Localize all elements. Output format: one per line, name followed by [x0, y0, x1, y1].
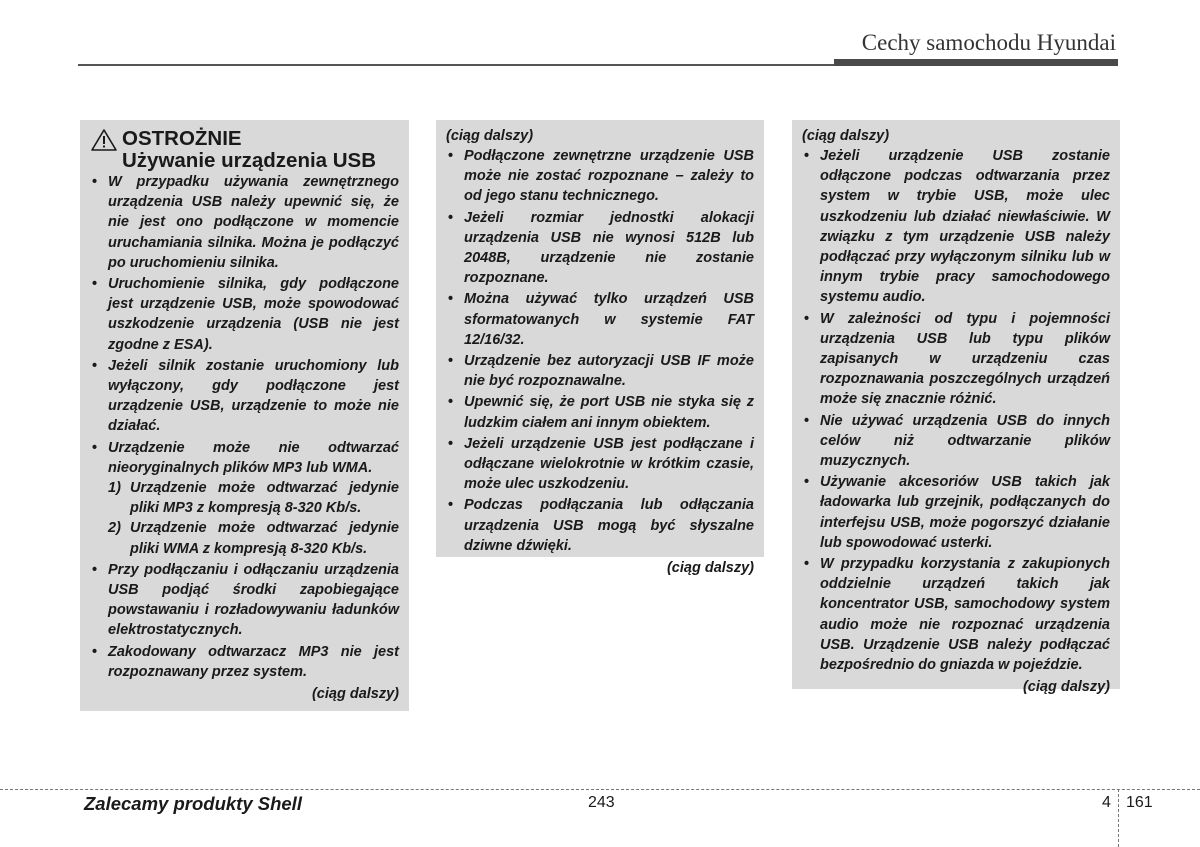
warning-subtitle: Używanie urządzenia USB: [122, 149, 377, 172]
footer-slogan: Zalecamy produkty Shell: [84, 793, 302, 814]
warning-list: [90, 172, 399, 682]
header-accent-bar: [834, 59, 1118, 66]
caution-list-3: [802, 146, 1110, 675]
warning-header: [90, 128, 399, 172]
warning-title: OSTROŻNIE: [122, 127, 242, 150]
continued-note: (ciąg dalszy): [1022, 679, 1110, 696]
list-item: • W przypadku korzystania z zakupionych oddzielnie urządzeń takich jak koncentrator USB, samochodowy system audio może nie rozpoznać urządzenia USB. Urządzenie USB należy podłączać bezpośrednio do gniazda w pojeździe.: [804, 556, 1110, 674]
page-header-title: Cechy samochodu Hyundai: [861, 30, 1116, 55]
continued-note: (ciąg dalszy): [666, 560, 754, 577]
list-item: • Nie używać urządzenia USB do innych celów niż odtwarzanie plików muzycznych.: [804, 412, 1110, 470]
list-item: • Jeżeli urządzenie USB zostanie odłączone podczas odtwarzania przez system w trybie USB, może ulec uszkodzeniu lub działać niewłaściwie. W związku z tym urządzenie USB należy podłączać przy wyłączonym silniku lub w innym trybie pracy samochodowego systemu audio.: [804, 148, 1110, 306]
continued-box-2: [436, 120, 764, 577]
footer-rule: [0, 789, 1200, 790]
caution-list-2: [446, 146, 754, 556]
list-item: • Jeżeli silnik zostanie uruchomiony lub wyłączony, gdy podłączone jest urządzenie USB, urządzenie to może nie działać.: [92, 357, 399, 435]
continued-label: (ciąg dalszy): [446, 128, 534, 144]
list-item: • Uruchomienie silnika, gdy podłączone jest urządzenie USB, może spowodować uszkodzenie urządzenia (USB nie jest zgodne z ESA).: [92, 276, 399, 353]
footer-page-number: 161: [1126, 794, 1153, 811]
sub-list-item: 2) Urządzenie może odtwarzać jedynie pliki WMA z kompresją 8-320 Kb/s.: [108, 520, 399, 557]
list-item: • Jeżeli rozmiar jednostki alokacji urządzenia USB nie wynosi 512B lub 2048B, urządzenie nie zostanie rozpoznane.: [448, 209, 754, 287]
list-item: • Zakodowany odtwarzacz MP3 nie jest rozpoznawany przez system.: [92, 643, 399, 680]
continued-label: (ciąg dalszy): [802, 128, 890, 144]
sub-list-item: 1) Urządzenie może odtwarzać jedynie pliki MP3 z kompresją 8-320 Kb/s.: [108, 480, 399, 517]
list-item: • W zależności od typu i pojemności urządzenia USB lub typu plików zapisanych w urządzeniu czas rozpoznawania poszczególnych urządzeń może się znacznie różnić.: [804, 310, 1110, 408]
list-item: • Przy podłączaniu i odłączaniu urządzenia USB podjąć środki zapobiegające powstawaniu i rozładowywaniu ładunków elektrostatycznych.: [92, 561, 399, 639]
list-item: • Używanie akcesoriów USB takich jak ładowarka lub grzejnik, podłączanych do interfejsu USB, może pogorszyć działanie lub spowodować usterki.: [804, 474, 1110, 551]
sub-list: [108, 478, 399, 559]
footer-divider: [1118, 789, 1119, 847]
footer-chapter-number: 4: [1102, 794, 1111, 811]
list-item: • Podłączone zewnętrzne urządzenie USB może nie zostać rozpoznane – zależy to od jego stanu technicznego.: [448, 148, 754, 205]
list-item: • Jeżeli urządzenie USB jest podłączane i odłączane wielokrotnie w krótkim czasie, może ulec uszkodzeniu.: [448, 435, 754, 493]
warning-triangle-icon: [90, 128, 118, 152]
list-item: • Urządzenie może nie odtwarzać nieoryginalnych plików MP3 lub WMA. 1) Urządzenie może odtwarzać jedynie pliki MP3 z kompresją 8-320 Kb/s. 2) Urządzenie może odtwarzać jedynie pliki WMA z kompresją 8-320 Kb/s.: [90, 438, 399, 559]
list-item: • Podczas podłączania lub odłączania urządzenia USB mogą być słyszalne dziwne dźwięki.: [448, 497, 754, 554]
warning-box: [80, 120, 409, 711]
continued-box-3: [792, 120, 1120, 696]
list-item: • Urządzenie bez autoryzacji USB IF może nie być rozpoznawalne.: [448, 353, 754, 390]
continued-note: (ciąg dalszy): [311, 686, 399, 703]
list-item: • W przypadku używania zewnętrznego urządzenia USB należy upewnić się, że nie jest ono podłączone w momencie uruchamiania silnika. Można je podłączyć po uruchomieniu silnika.: [92, 174, 399, 271]
footer-sheet-number: 243: [588, 794, 615, 811]
list-item: • Upewnić się, że port USB nie styka się z ludzkim ciałem ani innym obiektem.: [448, 394, 754, 431]
list-item: • Można używać tylko urządzeń USB sformatowanych w systemie FAT 12/16/32.: [448, 291, 754, 348]
